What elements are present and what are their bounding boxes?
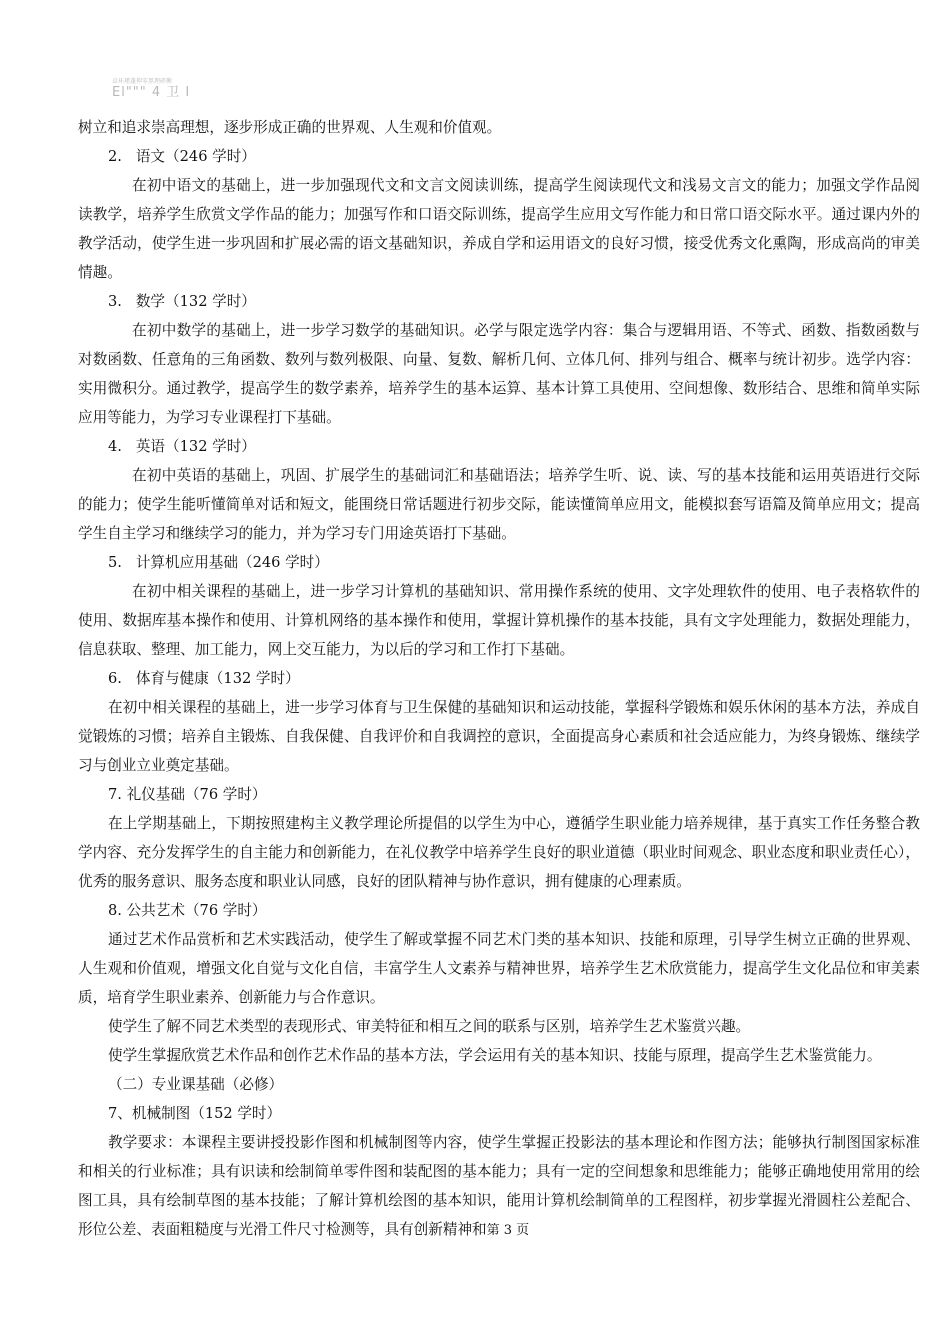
paragraph-text: 在初中相关课程的基础上，进一步学习体育与卫生保健的基础知识和运动技能，掌握科学锻炼和娱乐休闲的基本方法，养成自觉锻炼的习惯；培养自主锻炼、自我保健、自我评价和自我调控的意识，全面提高身心素质和社会适应能力，为终身锻炼、继续学习与创业立业奠定基础。 [78,699,920,774]
paragraph [78,171,920,287]
paragraph [78,113,920,142]
heading-text: 7、机械制图（152 学时） [108,1105,282,1122]
paragraph-text: 在上学期基础上，下期按照建构主义教学理论所提倡的以学生为中心，遵循学生职业能力培养规律，基于真实工作任务整合教学内容、充分发挥学生的自主能力和创新能力，在礼仪教学中培养学生良好的职业道德（职业时间观念、职业态度和职业责任心），优秀的服务意识、服务态度和职业认同感，良好的团队精神与协作意识，拥有健康的心理素质。 [78,815,920,890]
section-heading [78,780,920,809]
paragraph-text: 使学生掌握欣赏艺术作品和创作艺术作品的基本方法，学会运用有关的基本知识、技能与原理，提高学生艺术鉴赏能力。 [108,1047,882,1064]
paragraph-text: 通过艺术作品赏析和艺术实践活动，使学生了解或掌握不同艺术门类的基本知识、技能和原理，引导学生树立正确的世界观、人生观和价值观，增强文化自觉与文化自信，丰富学生人文素养与精神世界，培养学生艺术欣赏能力，提高学生文化品位和审美素质，培育学生职业素养、创新能力与合作意识。 [78,931,920,1006]
watermark-line-2: El""" 4 卫 I [112,85,191,100]
watermark-line-1: 卓环瑾蓬抑零黑理碎衡 [112,78,173,85]
paragraph-text: 树立和追求崇高理想，逐步形成正确的世界观、人生观和价值观。 [78,119,502,136]
heading-text: 2. 语文（246 学时） [108,148,256,165]
heading-text: 3. 数学（132 学时） [108,293,256,310]
paragraph-text: 教学要求：本课程主要讲授投影作图和机械制图等内容，使学生掌握正投影法的基本理论和作图方法；能够执行制图国家标准和相关的行业标准；具有识读和绘制简单零件图和装配图的基本能力；具有一定的空间想象和思维能力；能够正确地使用常用的绘图工具，具有绘制草图的基本技能；了解计算机绘图的基本知识，能用计算机绘制简单的工程图样，初步掌握光滑圆柱公差配合、形位公差、表面粗糙度与光滑工件尺寸检测等，具有创新精神和 [78,1134,920,1238]
page-number: 第 3 页 [486,1223,530,1238]
section-heading [78,896,920,925]
heading-text: 7. 礼仪基础（76 学时） [108,786,267,803]
paragraph [78,316,920,432]
heading-text: 5. 计算机应用基础（246 学时） [108,554,329,571]
heading-text: （二）专业课基础（必修） [108,1076,284,1093]
paragraph-text: 在初中数学的基础上，进一步学习数学的基础知识。必学与限定选学内容：集合与逻辑用语、不等式、函数、指数函数与对数函数、任意角的三角函数、数列与数列极限、向量、复数、解析几何、立体几何、排列与组合、概率与统计初步。选学内容：实用微积分。通过教学，提高学生的数学素养，培养学生的基本运算、基本计算工具使用、空间想像、数形结合、思维和简单实际应用等能力，为学习专业课程打下基础。 [78,322,920,426]
paragraph [78,1041,920,1070]
section-heading [78,548,920,577]
section-heading [78,664,920,693]
paragraph [78,1012,920,1041]
heading-text: 4. 英语（132 学时） [108,438,256,455]
heading-text: 6. 体育与健康（132 学时） [108,670,300,687]
paragraph [78,809,920,896]
heading-text: 8. 公共艺术（76 学时） [108,902,267,919]
watermark [112,78,190,100]
section-heading [78,432,920,461]
document-body [78,113,920,1245]
paragraph-text: 在初中语文的基础上，进一步加强现代文和文言文阅读训练，提高学生阅读现代文和浅易文言文的能力；加强文学作品阅读教学，培养学生欣赏文学作品的能力；加强写作和口语交际训练，提高学生应用文写作能力和日常口语交际水平。通过课内外的教学活动，使学生进一步巩固和扩展必需的语文基础知识，养成自学和运用语文的良好习惯，接受优秀文化熏陶，形成高尚的审美情趣。 [78,177,920,281]
paragraph-text: 使学生了解不同艺术类型的表现形式、审美特征和相互之间的联系与区别，培养学生艺术鉴赏兴趣。 [108,1018,751,1035]
paragraph [78,577,920,664]
paragraph-text: 在初中英语的基础上，巩固、扩展学生的基础词汇和基础语法；培养学生听、说、读、写的基本技能和运用英语进行交际的能力；使学生能听懂简单对话和短文，能围绕日常话题进行初步交际，能读懂简单应用文，能模拟套写语篇及简单应用文；提高学生自主学习和继续学习的能力，并为学习专门用途英语打下基础。 [78,467,920,542]
paragraph-text: 在初中相关课程的基础上，进一步学习计算机的基础知识、常用操作系统的使用、文字处理软件的使用、电子表格软件的使用、数据库基本操作和使用、计算机网络的基本操作和使用，掌握计算机操作的基本技能，具有文字处理能力，数据处理能力，信息获取、整理、加工能力，网上交互能力，为以后的学习和工作打下基础。 [78,583,920,658]
paragraph [78,461,920,548]
paragraph [78,693,920,780]
section-heading [78,1070,920,1099]
paragraph [78,1128,920,1245]
section-heading [78,287,920,316]
paragraph [78,925,920,1012]
section-heading [78,142,920,171]
section-heading [78,1099,920,1128]
